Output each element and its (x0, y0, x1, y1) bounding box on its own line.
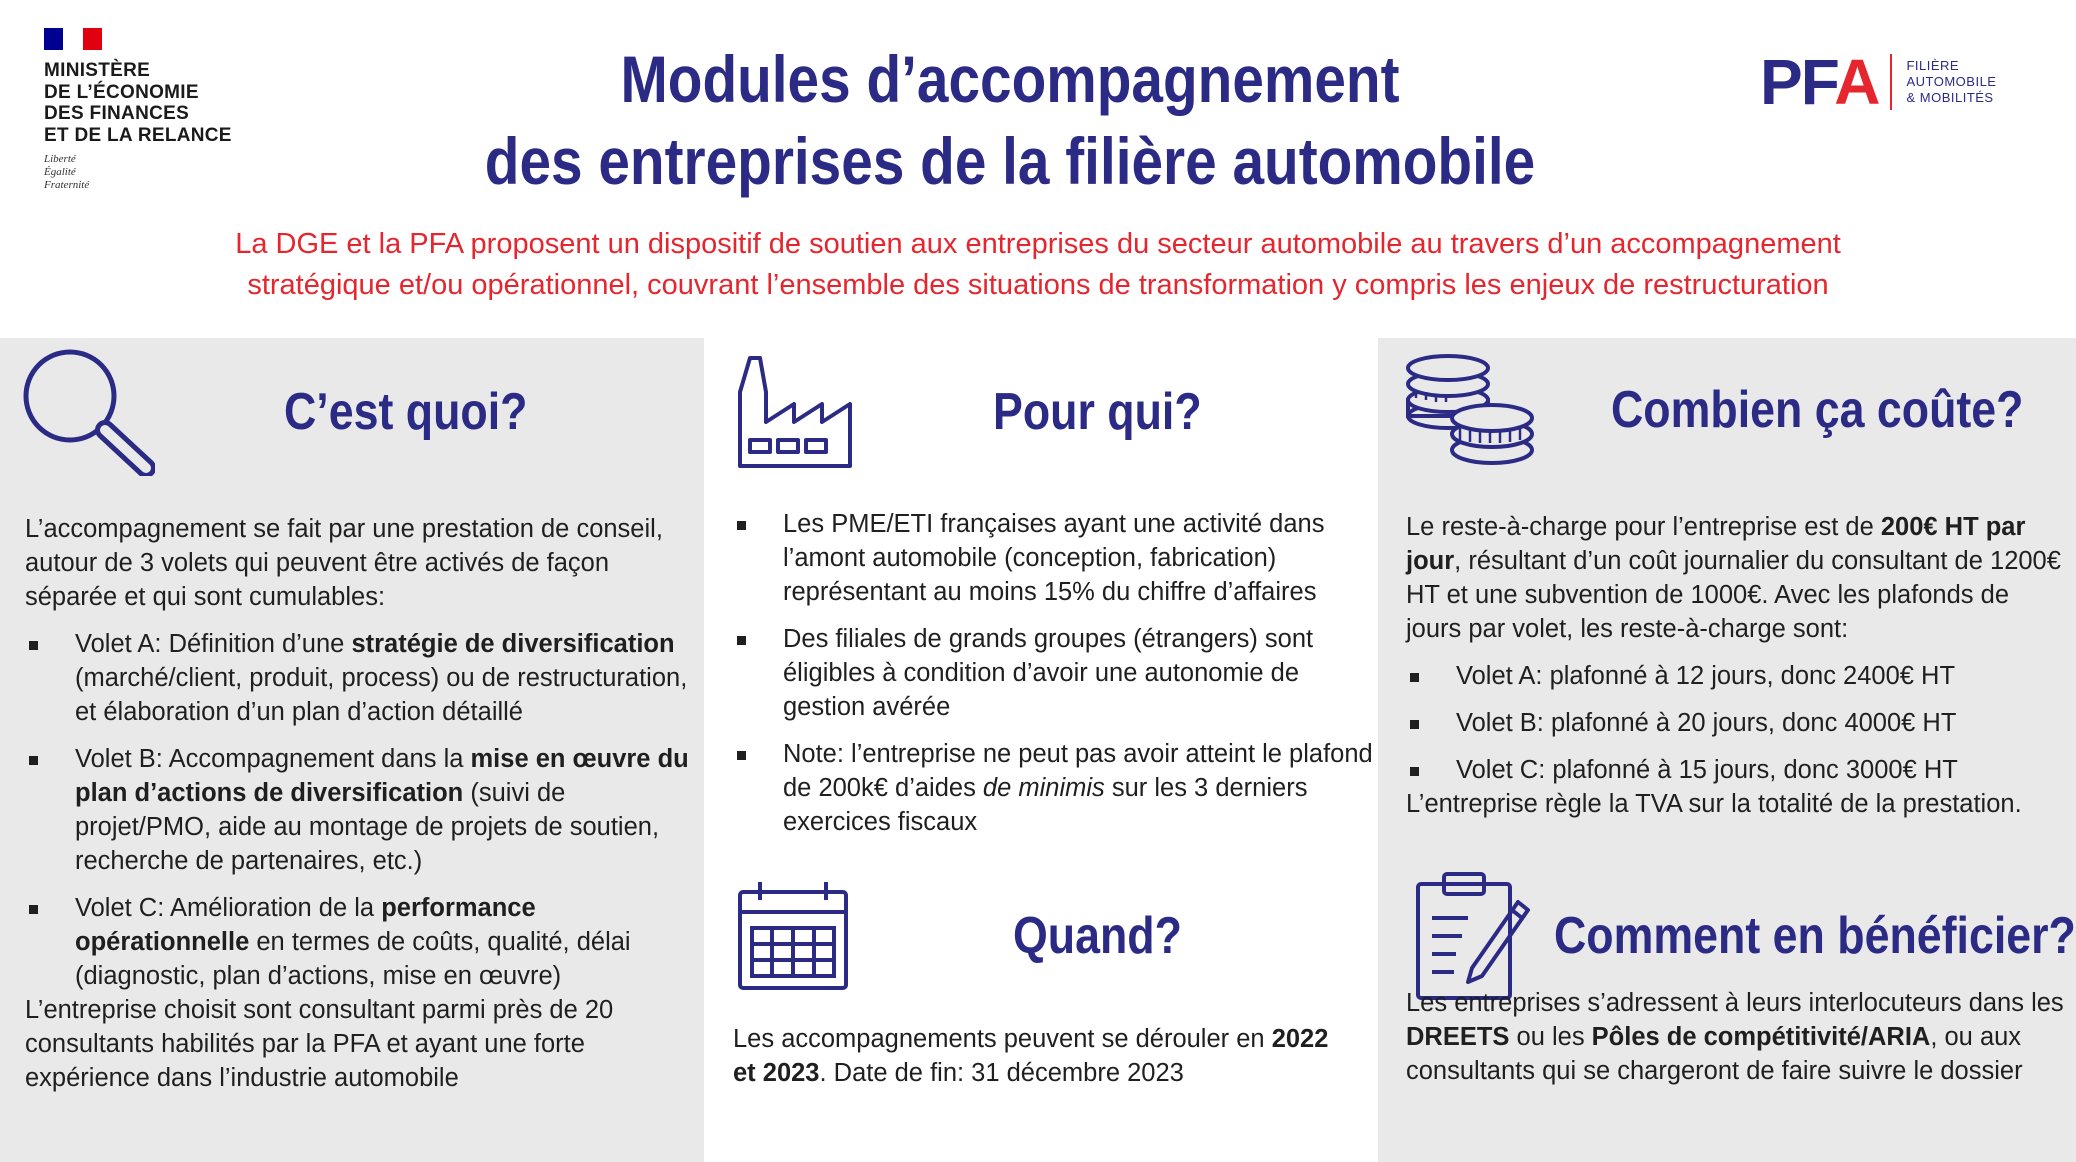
coins-icon (1402, 350, 1538, 470)
clipboard-pen-icon (1414, 870, 1534, 1002)
french-flag-icon (44, 28, 102, 50)
list-item: Volet B: plafonné à 20 jours, donc 4000€ HT (1406, 706, 2066, 740)
calendar-icon (736, 880, 850, 992)
ministry-name: MINISTÈRE DE L’ÉCONOMIE DES FINANCES ET DE LA RELANCE (44, 60, 232, 146)
intro-text: La DGE et la PFA proposent un dispositif de soutien aux entreprises du secteur automobile au travers d’un accompagnement stratégique et/ou opérationnel, couvrant l’ensemble des situations de transformation y compris les enjeux de restructuration (235, 228, 1841, 301)
heading-comment: Comment en bénéficier? (1554, 907, 2076, 965)
heading-combien: Combien ça coûte? (1611, 381, 2024, 439)
list-item: Volet C: Amélioration de la performance opérationnelle en termes de coûts, qualité, délai (diagnostic, plan d’actions, mise en œuvre) (25, 891, 695, 993)
page-title: Modules d’accompagnement des entreprises de la filière automobile (484, 42, 1536, 198)
list-item: Les PME/ETI françaises ayant une activité dans l’amont automobile (conception, fabrication) représentant au moins 15% du chiffre d’affaires (733, 507, 1373, 609)
list-item: Volet A: plafonné à 12 jours, donc 2400€ HT (1406, 659, 2066, 693)
magnifier-icon (20, 346, 155, 476)
pfa-logo-mark: PFA (1760, 46, 1879, 118)
quand-body: Les accompagnements peuvent se dérouler en 2022 et 2023. Date de fin: 31 décembre 2023 (733, 1025, 1329, 1087)
cest-quoi-body: L’accompagnement se fait par une prestation de conseil, autour de 3 volets qui peuvent être activés de façon séparée et qui sont cumulables: Volet A: Définition d’une stratégie de diversification (marché/client, produit, process) ou de restructuration, et élaboration d’un plan d’action détaillé Volet B: Accompagnement dans la mise en œuvre du plan d’actions de diversification (suivi de projet/PMO, aide au montage de projets de soutien, recherche de partenaires, etc.) Volet C: Amélioration de la performance opérationnelle en termes de coûts, qualité, délai (diagnostic, plan d’actions, mise en œuvre) L’entreprise choisit sont consultant parmi près de 20 consultants habilités par la PFA et ayant une forte expérience dans l’industrie automobile (25, 512, 695, 1095)
list-item: Note: l’entreprise ne peut pas avoir atteint le plafond de 200k€ d’aides de minimis sur les 3 derniers exercices fiscaux (733, 737, 1373, 839)
combien-body: Le reste-à-charge pour l’entreprise est de 200€ HT par jour, résultant d’un coût journalier du consultant de 1200€ HT et une subvention de 1000€. Avec les plafonds de jours par volet, les reste-à-charge sont: Volet A: plafonné à 12 jours, donc 2400€ HT Volet B: plafonné à 20 jours, donc 4000€ HT Volet C: plafonné à 15 jours, donc 3000€ HT L’entreprise règle la TVA sur la totalité de la prestation. (1406, 510, 2066, 821)
list-item: Volet B: Accompagnement dans la mise en œuvre du plan d’actions de diversification (suivi de projet/PMO, aide au montage de projets de soutien, recherche de partenaires, etc.) (25, 742, 695, 878)
heading-quand: Quand? (1013, 907, 1182, 965)
pfa-logo-subtitle: FILIÈRE AUTOMOBILE & MOBILITÉS (1906, 58, 1997, 105)
comment-body: Les entreprises s’adressent à leurs interlocuteurs dans les DREETS ou les Pôles de compétitivité/ARIA, ou aux consultants qui se chargeront de faire suivre le dossier (1406, 989, 2064, 1085)
list-item: Volet C: plafonné à 15 jours, donc 3000€ HT (1406, 753, 2066, 787)
heading-cest-quoi: C’est quoi? (284, 383, 528, 441)
pour-qui-list (733, 507, 1373, 839)
ministry-logo (44, 28, 274, 192)
factory-icon (736, 352, 856, 470)
cest-quoi-footer: L’entreprise choisit sont consultant parmi près de 20 consultants habilités par la PFA et ayant une forte expérience dans l’industrie automobile (25, 996, 614, 1092)
list-item: Volet A: Définition d’une stratégie de diversification (marché/client, produit, process) ou de restructuration, et élaboration d’un plan d’action détaillé (25, 627, 695, 729)
heading-pour-qui: Pour qui? (993, 383, 1202, 441)
cest-quoi-list (25, 627, 695, 993)
pfa-logo (1760, 46, 1997, 118)
combien-list (1406, 659, 2066, 787)
pfa-divider (1890, 54, 1892, 110)
list-item: Des filiales de grands groupes (étrangers) sont éligibles à condition d’avoir une autonomie de gestion avérée (733, 622, 1373, 724)
combien-footer: L’entreprise règle la TVA sur la totalité de la prestation. (1406, 790, 2022, 818)
pour-qui-body (733, 494, 1373, 839)
republic-motto: Liberté Égalité Fraternité (44, 153, 90, 191)
